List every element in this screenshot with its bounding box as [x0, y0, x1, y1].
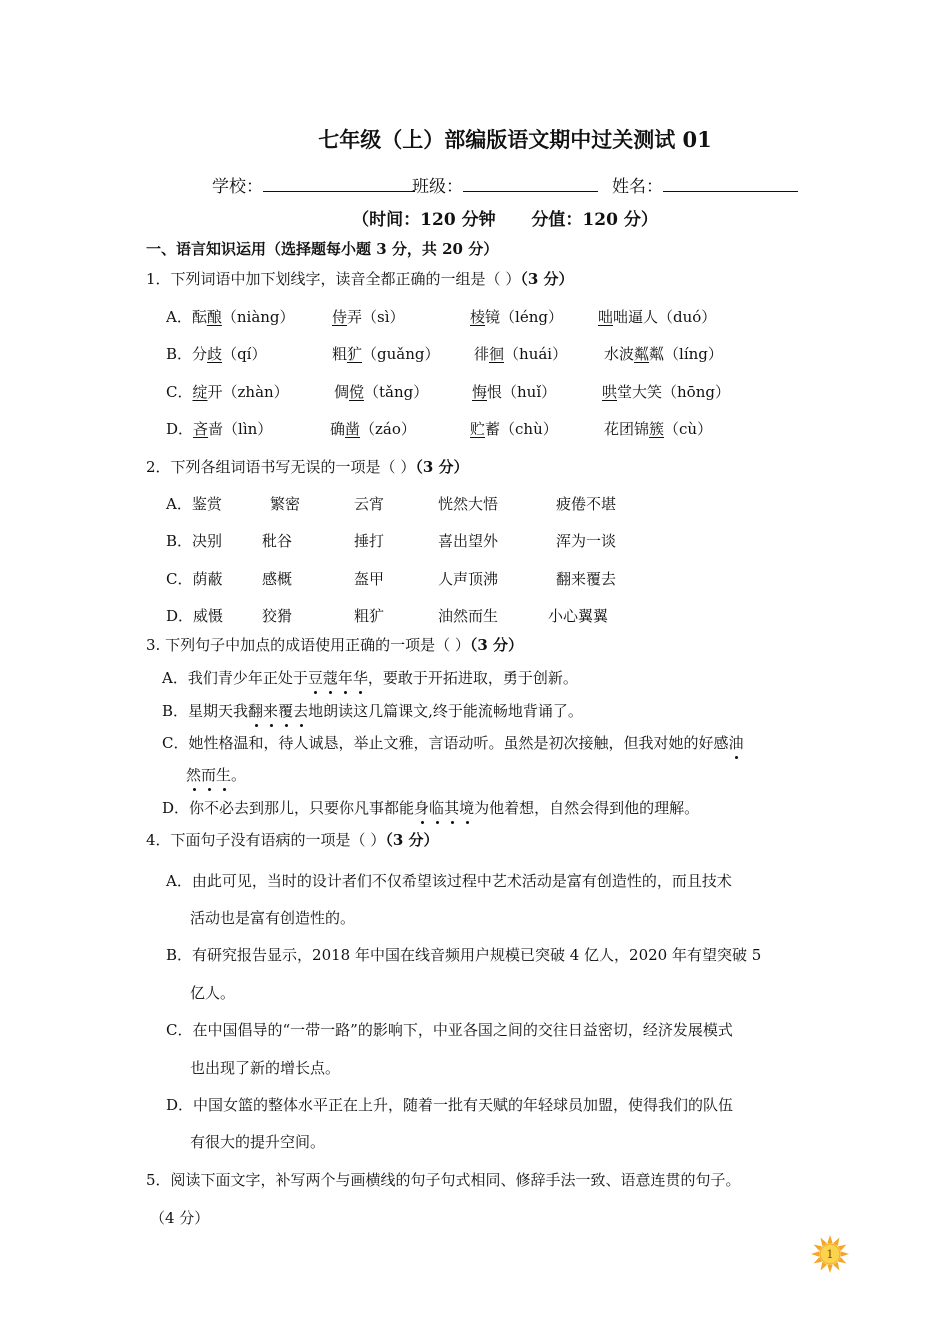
q1-b-word-4: [604, 343, 723, 364]
underlined-char: 凿: [345, 420, 361, 438]
q4-option-a-cont: 活动也是富有创造性的。: [190, 909, 356, 927]
q2-b-word: 捶打: [354, 532, 385, 550]
emphasis-char: 其: [444, 799, 460, 817]
q2-option-a[interactable]: A．鉴赏: [166, 495, 222, 513]
section-heading: 一、语言知识运用（选择题每小题 3 分，共 20 分）: [146, 240, 499, 258]
exam-meta: [0, 205, 950, 230]
underlined-char: 犷: [347, 345, 363, 363]
pinyin: 啬（lìn）: [208, 420, 273, 438]
page-number: 1: [826, 1248, 834, 1261]
underlined-char: 贮: [470, 420, 486, 438]
emphasis-char: 豆: [307, 669, 323, 687]
q2-a-word: 繁密: [270, 495, 301, 513]
q1-a-word-4: [598, 306, 716, 327]
question-3-score: （3 分）: [469, 636, 524, 654]
question-3-stem: [146, 634, 523, 655]
q4-option-d-cont: 有很大的提升空间。: [190, 1133, 326, 1151]
q2-a-word: 云宵: [354, 495, 385, 513]
q2-c-word: 感概: [262, 570, 293, 588]
class-field: [412, 172, 598, 197]
emphasis-char: 油: [728, 734, 744, 752]
option-text: C．她性格温和，待人诚恳，举止文雅，言语动听。虽然是初次接触，但我对她的好感: [162, 734, 729, 752]
option-label: C．: [166, 383, 193, 401]
q2-d-word: 粗犷: [354, 607, 385, 625]
q2-a-word: 恍然大悟: [438, 495, 499, 513]
pinyin: 咄逼人（duó）: [613, 308, 717, 326]
emphasis-char: 而: [201, 766, 217, 784]
pinyin: （cù）: [664, 420, 713, 438]
underlined-char: 傥: [349, 383, 365, 401]
underlined-char: 侍: [332, 308, 348, 326]
question-5-stem: 5．阅读下面文字，补写两个与画横线的句子句式相同、修辞手法一致、语意连贯的句子。: [146, 1171, 741, 1189]
pinyin: 镜（léng）: [485, 308, 563, 326]
dotted-idiom: [248, 702, 308, 720]
underlined-char: 簇: [649, 420, 665, 438]
pinyin: 开（zhàn）: [207, 383, 289, 401]
school-label: 学校：: [212, 177, 263, 197]
q3-option-d[interactable]: [162, 797, 699, 818]
q4-option-b-cont: 亿人。: [190, 984, 236, 1002]
school-blank[interactable]: [263, 175, 415, 192]
option-text: B．星期天我: [162, 702, 249, 720]
q1-option-d[interactable]: [166, 418, 272, 439]
q2-option-b[interactable]: B．决别: [166, 532, 223, 550]
q2-c-word: 盔甲: [354, 570, 385, 588]
q1-d-word-3: [470, 418, 558, 439]
word-part: 倜: [334, 383, 350, 401]
underlined-char: 歧: [207, 345, 223, 363]
page-title: 七年级（上）部编版语文期中过关测试 01: [318, 127, 712, 152]
class-label: 班级：: [412, 177, 463, 197]
word-part: 酝: [191, 308, 207, 326]
sun-ray: [841, 1251, 849, 1256]
q1-c-word-3: [472, 381, 556, 402]
q2-d-word: 油然而生: [438, 607, 499, 625]
emphasis-char: 境: [459, 799, 475, 817]
question-4-text: 4．下面句子没有语病的一项是（ ）: [146, 831, 386, 849]
name-blank[interactable]: [663, 175, 798, 192]
pinyin: 弄（sì）: [347, 308, 405, 326]
word-part: 分: [192, 345, 208, 363]
q4-option-c[interactable]: C．在中国倡导的“一带一路”的影响下，中亚各国之间的交往日益密切，经济发展模式: [166, 1021, 733, 1039]
question-2-stem: [146, 456, 469, 477]
question-1-text: 1．下列词语中加下划线字，读音全都正确的一组是（ ）: [146, 270, 521, 288]
pinyin: 蓄（chù）: [485, 420, 558, 438]
option-label: B．: [166, 345, 193, 363]
pinyin: （huái）: [504, 345, 568, 363]
q4-option-b[interactable]: B．有研究报告显示，2018 年中国在线音频用户规模已突破 4 亿人，2020 年有望突破 5: [166, 946, 762, 964]
pinyin: （tǎng）: [364, 383, 429, 401]
q1-c-word-2: [334, 381, 428, 402]
word-part: 花团锦: [604, 420, 650, 438]
q2-b-word: 秕谷: [262, 532, 293, 550]
question-2-score: （3 分）: [415, 458, 469, 476]
q1-a-word-3: [470, 306, 563, 327]
option-text: 为他着想，自然会得到他的理解。: [474, 799, 700, 817]
emphasis-char: 年: [337, 669, 353, 687]
pinyin: （niàng）: [221, 308, 295, 326]
question-5-score: （4 分）: [150, 1209, 210, 1227]
word-part: 粗: [332, 345, 348, 363]
emphasis-char: 生: [216, 766, 232, 784]
dotted-idiom: [414, 799, 474, 817]
underlined-char: 吝: [193, 420, 209, 438]
q1-b-word-3: [474, 343, 567, 364]
emphasis-char: 翻: [248, 702, 264, 720]
emphasis-char: 临: [429, 799, 445, 817]
word-part: 确: [330, 420, 346, 438]
question-2-text: 2．下列各组词语书写无误的一项是（ ）: [146, 458, 416, 476]
option-text: D．你不必去到那儿，只要你凡事都能: [162, 799, 415, 817]
sun-ray: [811, 1251, 819, 1256]
underlined-char: 绽: [192, 383, 208, 401]
q4-option-c-cont: 也出现了新的增长点。: [190, 1059, 341, 1077]
q1-d-word-4: [604, 418, 712, 439]
q2-a-word: 疲倦不堪: [556, 495, 617, 513]
underlined-char: 粼: [634, 345, 650, 363]
q2-d-word: 小心翼翼: [548, 607, 609, 625]
dotted-idiom: [728, 734, 743, 752]
q1-option-c[interactable]: [166, 381, 289, 402]
q1-option-a[interactable]: [166, 306, 295, 327]
option-text: A．我们青少年正处于: [162, 669, 308, 687]
underlined-char: 酿: [206, 308, 222, 326]
name-field: [612, 172, 798, 197]
emphasis-char: 来: [263, 702, 279, 720]
pinyin: （guǎng）: [362, 345, 440, 363]
q1-c-word-4: [602, 381, 730, 402]
emphasis-char: 身: [414, 799, 430, 817]
sun-ray: [827, 1265, 832, 1273]
option-text: 。: [231, 766, 247, 784]
pinyin: 粼（líng）: [649, 345, 723, 363]
option-label: D．: [166, 420, 194, 438]
question-4-stem: [146, 829, 439, 850]
dotted-idiom: [308, 669, 368, 687]
q3-option-b[interactable]: [162, 700, 583, 721]
option-label: A．: [166, 308, 192, 326]
q1-b-word-2: [332, 343, 440, 364]
question-1-stem: [146, 268, 574, 289]
score-label: 分值：120 分）: [531, 210, 658, 230]
question-4-score: （3 分）: [385, 831, 439, 849]
option-text: 地朗读这几篇课文,终于能流畅地背诵了。: [308, 702, 583, 720]
class-blank[interactable]: [463, 175, 598, 192]
pinyin: （záo）: [360, 420, 416, 438]
pinyin: （qí）: [222, 345, 267, 363]
q2-b-word: 喜出望外: [438, 532, 499, 550]
q2-d-word: 狡猾: [262, 607, 293, 625]
option-text: ，要敢于开拓进取，勇于创新。: [367, 669, 578, 687]
q1-d-word-2: [330, 418, 416, 439]
underlined-char: 悔: [472, 383, 488, 401]
underlined-char: 哄: [602, 383, 618, 401]
underlined-char: 咄: [598, 308, 614, 326]
word-part: 徘: [474, 345, 490, 363]
q2-c-word: 翻来覆去: [556, 570, 617, 588]
underlined-char: 徊: [489, 345, 505, 363]
emphasis-char: 去: [293, 702, 309, 720]
q2-option-d[interactable]: D．威慑: [166, 607, 224, 625]
word-part: 水波: [604, 345, 635, 363]
underlined-char: 棱: [470, 308, 486, 326]
emphasis-char: 华: [352, 669, 368, 687]
dotted-idiom: [186, 766, 231, 784]
q4-option-a[interactable]: A．由此可见，当时的设计者们不仅希望该过程中艺术活动是富有创造性的，而且技术: [166, 872, 732, 890]
q4-option-d[interactable]: D．中国女篮的整体水平正在上升，随着一批有天赋的年轻球员加盟，使得我们的队伍: [166, 1096, 734, 1114]
page-number-sun-icon: [810, 1234, 850, 1274]
school-field: [212, 172, 415, 197]
q1-a-word-2: [332, 306, 405, 327]
q2-b-word: 浑为一谈: [556, 532, 617, 550]
question-1-score: （3 分）: [520, 270, 574, 288]
sun-ray: [827, 1235, 832, 1243]
pinyin: 恨（huǐ）: [487, 383, 557, 401]
q3-option-c[interactable]: [162, 732, 744, 753]
q1-option-b[interactable]: [166, 343, 266, 364]
emphasis-char: 然: [186, 766, 202, 784]
emphasis-char: 蔻: [322, 669, 338, 687]
time-label: （时间：120 分钟: [352, 210, 496, 230]
q2-c-word: 人声顶沸: [438, 570, 499, 588]
question-3-text: 3. 下列句子中加点的成语使用正确的一项是（ ）: [146, 636, 470, 654]
name-label: 姓名：: [612, 177, 663, 197]
q3-option-c-cont: [186, 764, 246, 785]
emphasis-char: 覆: [278, 702, 294, 720]
q2-option-c[interactable]: C．荫蔽: [166, 570, 223, 588]
pinyin: 堂大笑（hōng）: [617, 383, 730, 401]
q3-option-a[interactable]: [162, 667, 578, 688]
